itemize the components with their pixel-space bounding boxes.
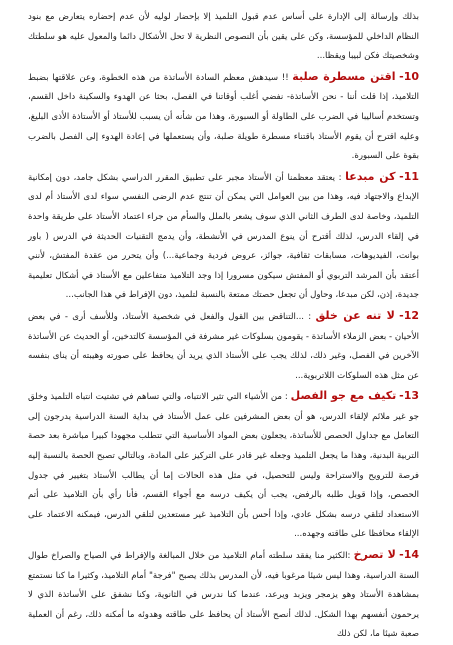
section-heading: لا تصرخ [353,548,396,562]
section-body: !! سيدهش معظم السادة الأساتذة من هذه الخطوة، وعن علاقتها بضبط التلاميذ، إذا قلت أننا - نحن الأساتذة- نفضي أغلب أوقاتنا في الفصل، بحثا عن الهدوء والسكينة داخل القسم، وتستخدم أساليبا في الضرب على الطاولة أو السبورة، وهذا من شأنه أن يسبب للأستاذ أو الأستاذة الأذى البليغ، وعليه اقترح أن يقوم الأستاذ باقتناء مسطرة طويلة صلبة، وأن يستعملها في إعادة الهدوء إلى الفصل بالضرب بقوة على السبورة. [28,72,419,162]
section-body: : ...التناقض بين القول والفعل في شخصية الأستاذ، وللأسف أرى - في بعض الأحيان - بعض الزملاء الأساتذة - يقومون بسلوكات غير مشرفة في المؤسسة كالتدخين، أو الحديث عن الأساتذة الآخرين في الفصل، وغير ذلك، لذلك يجب على الأستاذ الذي يريد أن يحافظ على صورته وهيبته أن يناى بنفسه عن مثل هذه السلوكات اللاتربوية... [28,311,419,381]
section-body: : من الأشياء التي تثير الانتباه، والتي تساهم في تشتيت انتباه التلميذ وخلق جو غير ملائم لإلقاء الدرس، هو أن بعض المشرفين على عمل الأستاذ في بداية السنة الدراسية يدرجون إلى التعامل مع جداول الحصص للأساتذة، يجعلون بعض المواد الأساسية التي تتطلب مجهودا كبيرا مباشرة بعد حصة التربية البدنية، وهذا ما يجعل التلميذ وجعله غير قادر على التركيز على المادة، وبالتالي تصبح الحصة بالنسبة إليه فرصة للترويح والاستراحة وليس للتحصيل، في مثل هذه الحالات إما أن يطالب الأستاذ بتغيير في جدول الحصص، وإذا قوبل طلبه بالرفض، يجب أن يكيف درسه مع أجواء القسم، فأنا رأي بأن التلاميذ على أتم الاستعداد لتلقي درسه بشكل عادي، وإذا أحس بأن التلاميذ غير مستعدين لتلقي الدرس، فيمكنه الاعتماد على الإلقاء محافظا على طاقته وجهده... [28,392,419,540]
section-12 [28,306,419,386]
section-11 [28,167,419,306]
intro-paragraph: بذلك وإرسالة إلى الإدارة على أساس عدم قبول التلميذ إلا بإحضار لوليه لأن عدم إحضاره يتعارض مع بنود النظام الداخلي للمؤسسة، وكن على يقين بأن النصوص النظرية لا تحل الأشكال دائما والمعول عليه هو سلطتك وشخصيتك فكن لبيبا ويقظا... [28,12,419,62]
section-number: 14- [399,548,419,562]
section-heading: تكيف مع جو الفصل [290,389,397,403]
section-13 [28,386,419,545]
section-10 [28,67,419,167]
section-heading: اقتن مسطرة صلبة [292,69,396,83]
section-number: 11- [399,169,419,183]
section-heading: كن مبدعا [345,169,396,183]
section-number: 10- [399,69,419,83]
section-body: : يعتقد معظمنا أن الأستاذ مجبر على تطبيق المقرر الدراسي بشكل جامد، دون إمكانية الإبداع والاجتهاد فيه، وهذا من بين العوامل التي يمكن أن تنتج عدم الرضى النفسي سواء لدى الأستاذ أم لدى التلميذ، وخاصة لدى الطرف الثاني الذي سوف يشعر بالملل والسأم من جراء اعتماد الأستاذ على طريقة واحدة في إلقاء الدرس، لذلك أقترح أن ينوع المدرس في الأنشطة، وأن يدمج التقنيات الحديثة في الدرس ( باور بوانت، الفيديوهات، مسابقات ثقافية، جوائز، عروض فردية وجماعية...) وأن يتحرر من عقدة المفتش، لأنني أعتقد بأن المرشد التربوي أو المفتش سيكون مسرورا إذا وجد التلاميذ متفاعلين مع الأستاذ في أشكال تعليمية جديدة، إذن، لكن مبدعا، وحاول أن تجعل حصتك ممتعة بالنسبة لتلميذ، دون الإفراط في هذا الجانب... [28,172,419,301]
section-body: :الكثير منا يفقد سلطته أمام التلاميذ من خلال المبالغة والإفراط في الصياح والصراخ طوال السنة الدراسية، وهذا ليس شيئا مرغوبا فيه، لأن المدرس بذلك يصبح "فرجة" أمام التلاميذ، وكثيرا ما كنا نستمتع بمشاهدة الأستاذ وهو يزمجر ويزبد ويرعد، عندما كنا ندرس في الثانوية، وكنا نشفق على الأساتذة الذي لا يرحمون أنفسهم بهذا الشكل. لذلك أنصح الأستاذ أن يحافظ على طاقته وهدوئه ما أمكنه ذلك، رغم أن العملية صعبة شيئا ما، لكن ذلك [28,551,419,640]
section-heading: لا تنه عن خلق [315,308,395,322]
section-number: 13- [399,389,419,403]
section-14 [28,545,419,645]
section-number: 12- [399,308,420,322]
